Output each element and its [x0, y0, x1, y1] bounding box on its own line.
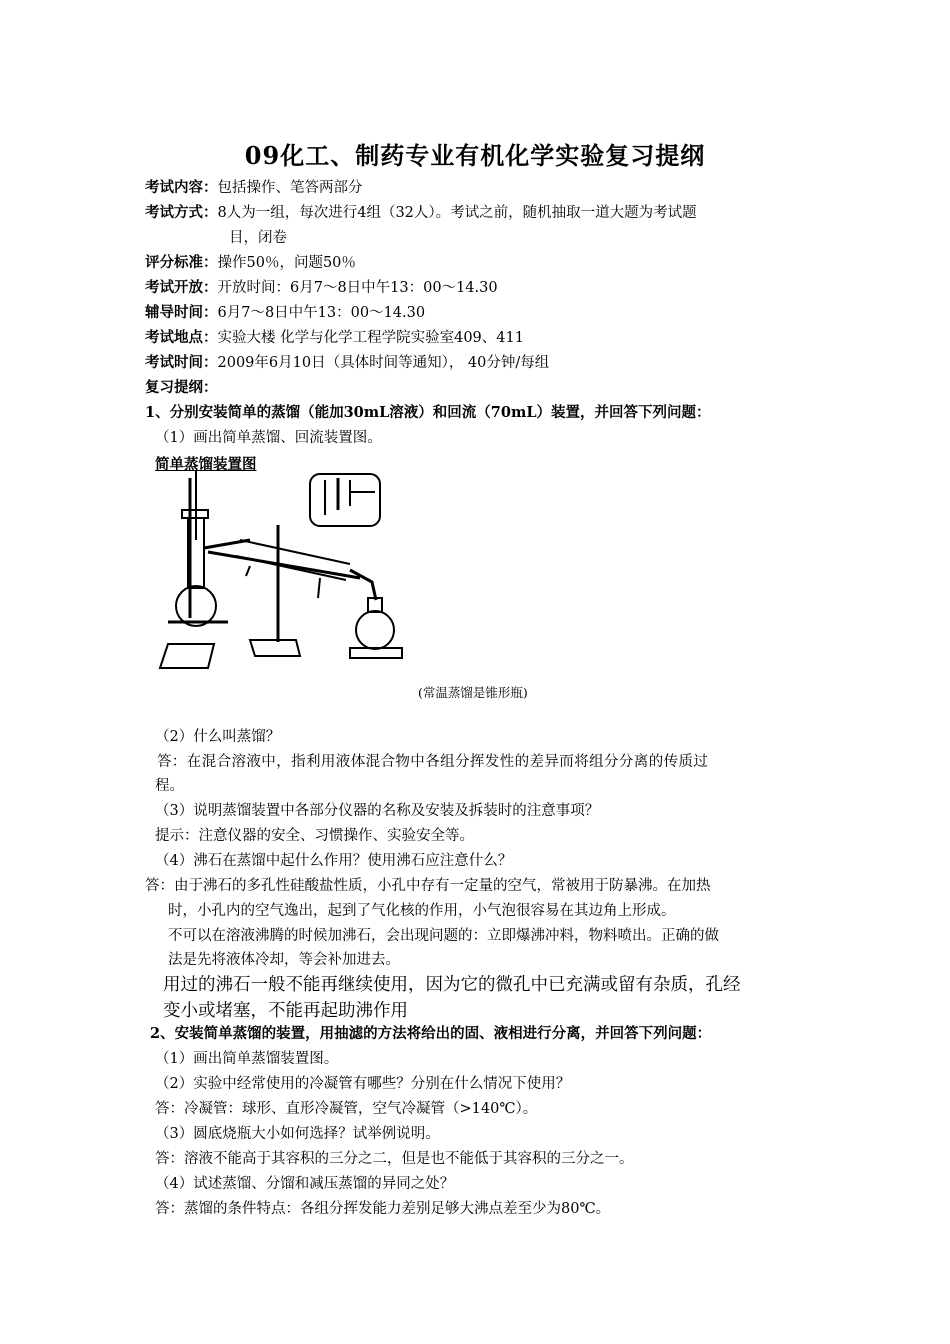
q2-item-4: （4）试述蒸馏、分馏和减压蒸馏的异同之处？ — [155, 1176, 455, 1192]
distillation-apparatus-figure — [150, 470, 410, 680]
info-value: 2009年6月10日（具体时间等通知）， 40分钟/每组 — [217, 355, 550, 371]
q2-item-1: （1）画出简单蒸馏装置图。 — [155, 1051, 339, 1067]
outline-label: 复习提纲： — [145, 379, 218, 396]
q1-heading: 1、分别安装简单的蒸馏（能加30mL溶液）和回流（70mL）装置，并回答下列问题： — [145, 404, 711, 421]
q1-answer-2-cont: 程。 — [155, 778, 184, 794]
water-tube-1 — [246, 566, 250, 576]
info-label: 考试方式： — [145, 204, 218, 221]
q1-answer-3: 提示：注意仪器的安全、习惯操作、实验安全等。 — [155, 828, 474, 844]
q1-answer-2: 答：在混合溶液中，指利用液体混合物中各组分挥发性的差异而将组分分离的传质过 — [157, 754, 709, 770]
water-tube-2 — [318, 578, 320, 598]
receiver-adapter — [350, 570, 376, 600]
info-value: 包括操作、笔答两部分 — [217, 180, 363, 196]
info-label: 考试地点： — [145, 329, 218, 346]
info-open — [145, 278, 498, 298]
q1-item-1: （1）画出简单蒸馏、回流装置图。 — [155, 430, 382, 446]
figure-caption: (常温蒸馏是锥形瓶) — [418, 685, 528, 700]
q1-answer-4-cont1: 时，小孔内的空气逸出，起到了气化核的作用，小气泡很容易在其边角上形成。 — [168, 903, 676, 919]
document-title: 09化工、制药专业有机化学实验复习提纲 — [244, 141, 706, 170]
q1-answer-4-cont5: 变小或堵塞，不能再起助沸作用 — [163, 1001, 408, 1021]
q1-answer-4-cont2: 不可以在溶液沸腾的时候加沸石，会出现问题的：立即爆沸冲料，物料喷出。正确的做 — [168, 928, 719, 944]
q1-answer-4-cont3: 法是先将液体冷却，等会补加进去。 — [168, 952, 400, 968]
info-tutoring — [145, 303, 425, 323]
q1-item-3: （3）说明蒸馏装置中各部分仪器的名称及安装及拆装时的注意事项？ — [155, 803, 600, 819]
q2-answer-4: 答：蒸馏的条件特点：各组分挥发能力差别足够大沸点差至少为80℃。 — [155, 1201, 611, 1217]
q1-answer-4: 答：由于沸石的多孔性硅酸盐性质，小孔中存有一定量的空气，常被用于防暴沸。在加热 — [145, 878, 711, 894]
q2-answer-3: 答：溶液不能高于其容积的三分之二，但是也不能低于其容积的三分之一。 — [155, 1151, 634, 1167]
info-value: 操作50％，问题50％ — [217, 255, 356, 271]
info-time — [145, 353, 549, 373]
info-value: 实验大楼 化学与化学工程学院实验室409、411 — [217, 330, 524, 346]
q1-answer-4-cont4: 用过的沸石一般不能再继续使用，因为它的微孔中已充满或留有杂质，孔经 — [163, 975, 741, 995]
receiving-flask — [356, 611, 394, 649]
q2-answer-2: 答：冷凝管：球形、直形冷凝管，空气冷凝管（>140℃）。 — [155, 1101, 538, 1117]
info-value: 6月7～8日中午13：00～14.30 — [217, 305, 426, 321]
q2-item-2: （2）实验中经常使用的冷凝管有哪些？分别在什么情况下使用？ — [155, 1076, 571, 1092]
info-label: 考试时间： — [145, 354, 218, 371]
left-base — [160, 644, 214, 668]
info-content — [145, 178, 363, 198]
info-label: 考试内容： — [145, 179, 218, 196]
info-value: 开放时间：6月7～8日中午13：00～14.30 — [217, 280, 498, 296]
info-method — [145, 203, 697, 223]
middle-base — [250, 640, 300, 656]
info-value: 8人为一组，每次进行4组（32人）。考试之前，随机抽取一道大题为考试题 — [217, 205, 697, 221]
info-label: 考试开放： — [145, 279, 218, 296]
figure-title: 简单蒸馏装置图 — [155, 456, 257, 473]
info-label: 辅导时间： — [145, 304, 218, 321]
thermometer-inset — [310, 474, 380, 526]
q2-item-3: （3）圆底烧瓶大小如何选择？试举例说明。 — [155, 1126, 440, 1142]
info-method-cont: 目，闭卷 — [229, 230, 287, 246]
q1-item-4: （4）沸石在蒸馏中起什么作用？使用沸石应注意什么？ — [155, 853, 513, 869]
info-location — [145, 328, 524, 348]
info-grading — [145, 253, 356, 273]
q1-item-2: （2）什么叫蒸馏？ — [155, 729, 281, 745]
condenser-inner — [208, 552, 360, 578]
q2-heading: 2、安装简单蒸馏的装置，用抽滤的方法将给出的固、液相进行分离，并回答下列问题： — [150, 1025, 712, 1042]
distilling-flask — [176, 586, 216, 626]
info-label: 评分标准： — [145, 254, 218, 271]
